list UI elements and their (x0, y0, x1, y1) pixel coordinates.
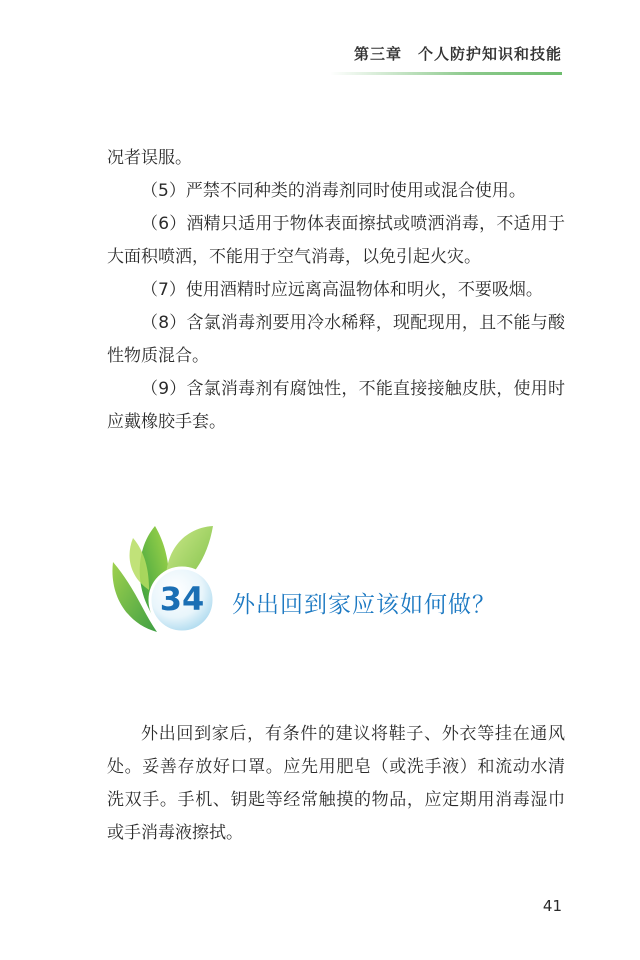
answer-paragraph: 外出回到家后，有条件的建议将鞋子、外衣等挂在通风处。妥善存放好口罩。应先用肥皂（或洗手液）和流动水清洗双手。手机、钥匙等经常触摸的物品，应定期用消毒湿巾或手消毒液擦拭。 (107, 724, 565, 843)
header-rule (330, 72, 562, 75)
section-title: 外出回到家应该如何做？ (232, 592, 496, 618)
lower-text-block (107, 718, 565, 850)
page-number: 41 (542, 897, 562, 915)
item-5: （5）严禁不同种类的消毒剂同时使用或混合使用。 (141, 181, 526, 201)
upper-text-block (107, 142, 565, 439)
paragraph-continuation: 况者误服。 (107, 148, 192, 168)
item-8: （8）含氯消毒剂要用冷水稀释，现配现用，且不能与酸性物质混合。 (107, 313, 565, 366)
section-number: 34 (159, 580, 205, 618)
item-7: （7）使用酒精时应远离高温物体和明火，不要吸烟。 (141, 280, 543, 300)
chapter-header: 第三章 个人防护知识和技能 (353, 45, 562, 63)
item-9: （9）含氯消毒剂有腐蚀性，不能直接接触皮肤，使用时应戴橡胶手套。 (107, 379, 565, 432)
section-heading (105, 520, 565, 640)
item-6: （6）酒精只适用于物体表面擦拭或喷洒消毒，不适用于大面积喷洒，不能用于空气消毒，以免引起火灾。 (107, 214, 565, 267)
